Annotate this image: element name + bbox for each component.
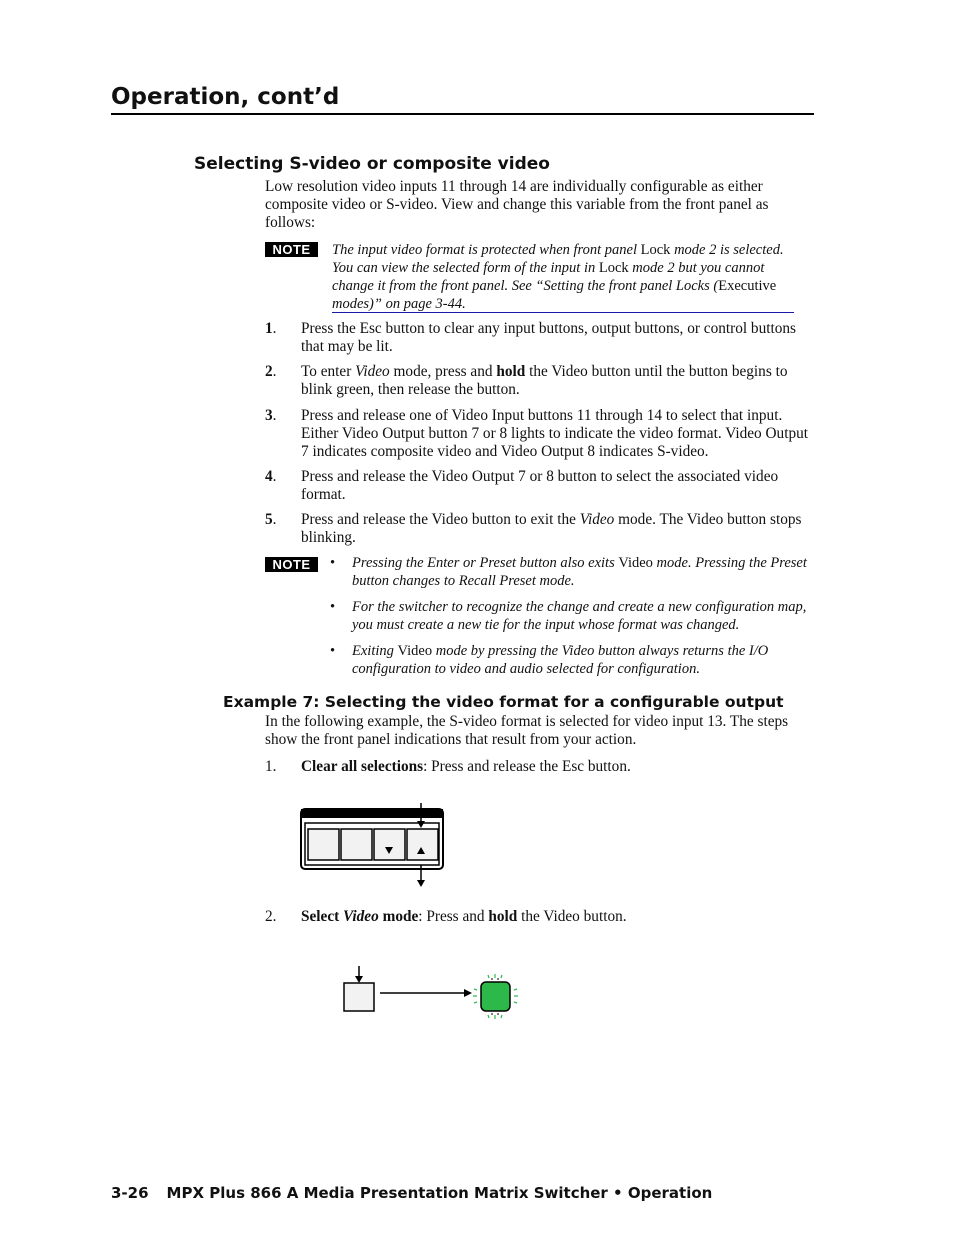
step-text: Press and release the Video button to exit the Video mode. The Video button stops blinking.: [301, 511, 802, 546]
bullet-text: Exiting Video mode by pressing the Video button always returns the I/O configuration to video and audio selected for configuration.: [352, 643, 769, 677]
release-arrow-head: [417, 880, 425, 887]
step-number: 4.: [265, 468, 277, 485]
step-number: 3.: [265, 407, 277, 424]
control-button: [341, 829, 372, 860]
step-number: 1.: [265, 758, 277, 775]
footer-text: MPX Plus 866 A Media Presentation Matrix Switcher • Operation: [166, 1184, 713, 1202]
step-text: Clear all selections: Press and release the Esc button.: [301, 758, 631, 775]
control-panel-diagram: [300, 803, 460, 891]
title-rule: [111, 113, 814, 115]
note-bullet: [330, 555, 815, 590]
note-badge: NOTE: [265, 242, 318, 257]
transition-arrow-head: [464, 989, 472, 997]
note-text-part: mode 2 is selected. You can view the selected form of the input in: [332, 242, 784, 276]
note-text-part: Executive: [718, 278, 777, 294]
step-text: Press the Esc button to clear any input buttons, output buttons, or control buttons that may be lit.: [301, 320, 796, 355]
section-intro: Low resolution video inputs 11 through 14 are individually configurable as either composite video or S-video. View and change this variable from the front panel as follows:: [265, 178, 769, 231]
note-bullet: [330, 599, 815, 634]
video-button-diagram: [340, 962, 530, 1022]
example-step: [265, 758, 817, 776]
control-button: [308, 829, 339, 860]
note-text: [332, 241, 797, 313]
video-button-lit-green: [481, 982, 510, 1011]
note-link-underline: [332, 312, 794, 313]
step-text: To enter Video mode, press and hold the Video button until the button begins to blink green, then release the button.: [301, 363, 788, 398]
step-item: [265, 407, 817, 461]
step-number: 2.: [265, 908, 277, 925]
step-number: 1.: [265, 320, 277, 337]
example-intro: In the following example, the S-video format is selected for video input 13. The steps show the front panel indications that result from your action.: [265, 713, 789, 748]
step-text: Select Video mode: Press and hold the Video button.: [301, 908, 627, 925]
step-text: Press and release one of Video Input buttons 11 through 14 to select that input. Either Video Output button 7 or 8 lights to indicate the video format. Video Output 7 indicates composite video and Video Output 8 indicates S-video.: [301, 407, 808, 460]
example-heading: Example 7: Selecting the video format for a configurable output: [223, 693, 784, 711]
up-arrow-button: [407, 829, 438, 860]
press-arrow-head: [355, 976, 363, 983]
example-step: [265, 908, 817, 926]
video-button-unlit: [344, 983, 374, 1011]
step-item: [265, 320, 817, 356]
note-bullet: [330, 643, 815, 678]
bullet-text: For the switcher to recognize the change and create a new configuration map, you must create a new tie for the input whose format was changed.: [352, 599, 807, 633]
note-text-part: Lock: [598, 260, 629, 276]
bullet-dot: •: [330, 599, 336, 615]
bullet-dot: •: [330, 555, 336, 571]
step-number: 2.: [265, 363, 277, 380]
bullet-dot: •: [330, 643, 336, 659]
step-item: [265, 511, 817, 547]
note-text-part: mode 2 but you cannot change it from the front panel. See “Setting the front panel Locks (: [332, 260, 765, 294]
note-text-part: modes)” on page 3-44.: [332, 296, 466, 312]
note-badge: NOTE: [265, 557, 318, 572]
step-item: [265, 468, 817, 504]
step-number: 5.: [265, 511, 277, 528]
page-number: 3-26: [111, 1184, 149, 1202]
bullet-text: Pressing the Enter or Preset button also exits Video mode. Pressing the Preset button changes to Recall Preset mode.: [352, 555, 807, 589]
step-item: [265, 363, 817, 399]
step-text: Press and release the Video Output 7 or 8 button to select the associated video format.: [301, 468, 779, 503]
page-footer: [111, 1184, 712, 1202]
page-title: Operation, cont’d: [111, 84, 340, 110]
note-text-part: Lock: [640, 242, 671, 258]
down-arrow-button: [374, 829, 405, 860]
section-heading: Selecting S-video or composite video: [194, 154, 550, 174]
note-text-part: The input video format is protected when front panel: [332, 242, 641, 258]
